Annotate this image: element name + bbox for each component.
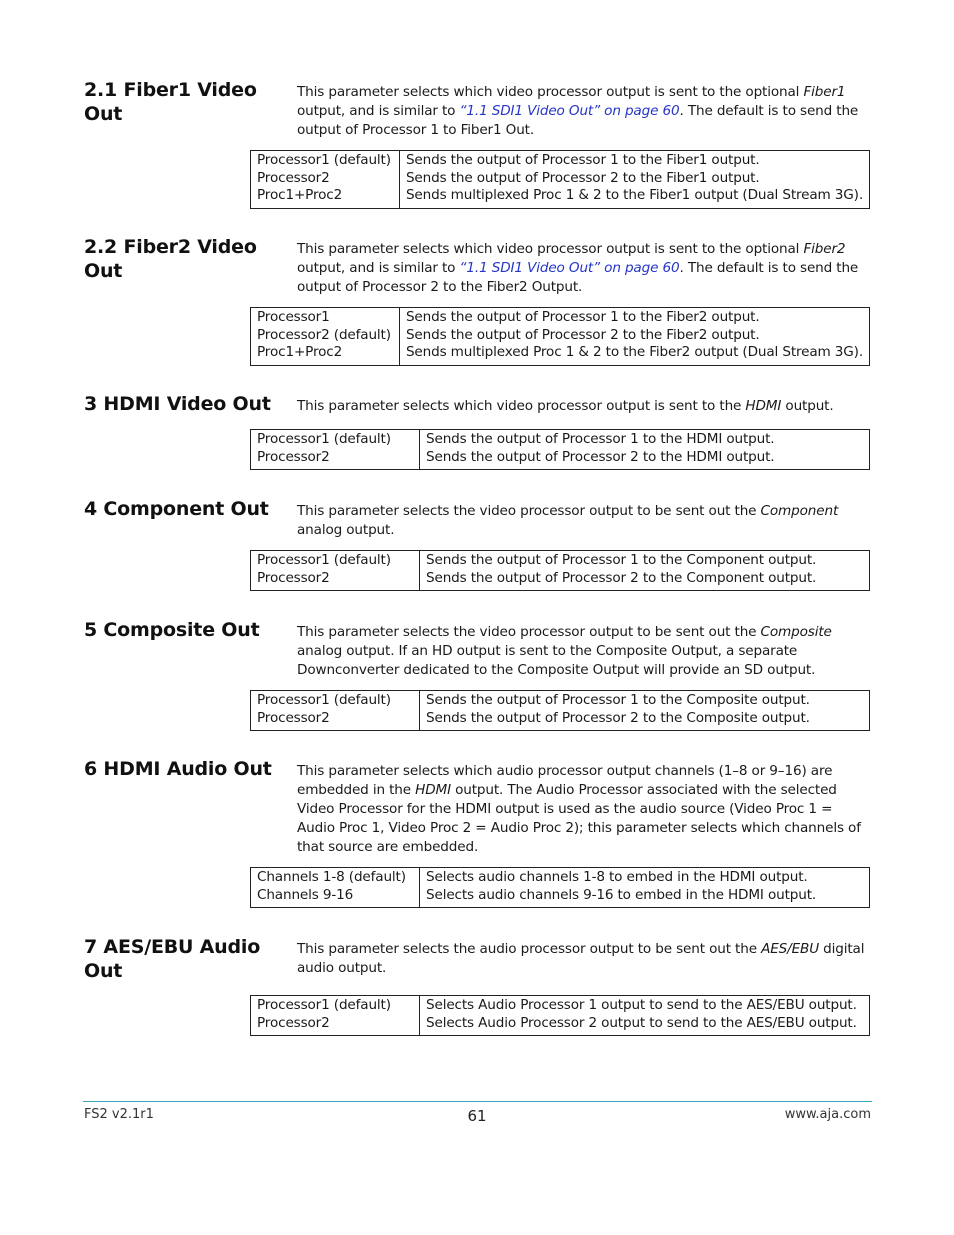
option-description: Sends the output of Processor 1 to the Component output. bbox=[426, 552, 817, 568]
description-text: output, and is similar to bbox=[297, 103, 460, 119]
section-description bbox=[297, 240, 872, 297]
emphasized-term: Fiber1 bbox=[803, 84, 846, 100]
section-heading: 5 Composite Out bbox=[84, 619, 260, 641]
description-text: digital audio output. bbox=[297, 941, 865, 976]
description-text: analog output. bbox=[297, 522, 395, 538]
option-description: Sends the output of Processor 2 to the Composite output. bbox=[426, 709, 810, 726]
options-table bbox=[250, 995, 870, 1036]
option-description: Sends the output of Processor 1 to the Composite output. bbox=[426, 692, 810, 708]
descriptions-cell bbox=[420, 868, 870, 908]
options-cell bbox=[251, 151, 400, 209]
option-value: Processor2 bbox=[257, 169, 330, 186]
emphasized-term: Composite bbox=[760, 624, 832, 640]
option-value: Channels 9-16 bbox=[257, 886, 354, 903]
options-table bbox=[250, 150, 870, 209]
options-table bbox=[250, 867, 870, 908]
emphasized-term: HDMI bbox=[745, 398, 782, 414]
description-text: This parameter selects which audio processor output channels (1–8 or 9–16) are embedded in the bbox=[297, 763, 833, 798]
option-description: Selects audio channels 1-8 to embed in the HDMI output. bbox=[426, 869, 808, 885]
description-text: . The default is to send the output of Processor 1 to Fiber1 Out. bbox=[297, 103, 859, 138]
section-description bbox=[297, 397, 872, 416]
footer-website-link[interactable]: www.aja.com bbox=[784, 1107, 871, 1122]
options-cell bbox=[251, 551, 420, 591]
option-description: Sends the output of Processor 2 to the Fiber2 output. bbox=[405, 326, 760, 343]
section-heading: 2.1 Fiber1 Video Out bbox=[84, 79, 257, 125]
footer-doc-version: FS2 v2.1r1 bbox=[84, 1107, 154, 1122]
description-text: output. bbox=[781, 398, 834, 414]
options-table bbox=[250, 550, 870, 591]
option-value: Processor2 bbox=[257, 1014, 330, 1031]
description-text: output, and is similar to bbox=[297, 260, 460, 276]
options-cell bbox=[251, 691, 420, 731]
table-row bbox=[251, 151, 870, 209]
descriptions-cell bbox=[420, 691, 870, 731]
descriptions-cell bbox=[420, 996, 870, 1036]
option-description: Sends the output of Processor 1 to the HDMI output. bbox=[426, 431, 775, 447]
option-description: Sends multiplexed Proc 1 & 2 to the Fiber1 output (Dual Stream 3G). bbox=[405, 187, 863, 203]
option-description: Selects Audio Processor 1 output to send to the AES/EBU output. bbox=[426, 997, 857, 1013]
table-row bbox=[251, 691, 870, 731]
option-description: Selects Audio Processor 2 output to send to the AES/EBU output. bbox=[426, 1014, 857, 1031]
options-table bbox=[250, 307, 870, 366]
section-description bbox=[297, 940, 872, 978]
option-description: Sends multiplexed Proc 1 & 2 to the Fiber2 output (Dual Stream 3G). bbox=[405, 344, 863, 360]
option-description: Sends the output of Processor 2 to the HDMI output. bbox=[426, 448, 775, 465]
section-heading: 3 HDMI Video Out bbox=[84, 393, 271, 415]
options-cell bbox=[251, 868, 420, 908]
table-row bbox=[251, 308, 870, 366]
footer-divider bbox=[83, 1101, 872, 1102]
table-row bbox=[251, 868, 870, 908]
section-heading: 6 HDMI Audio Out bbox=[84, 758, 272, 780]
description-text: This parameter selects which video processor output is sent to the optional bbox=[297, 84, 804, 100]
description-text: analog output. If an HD output is sent to the Composite Output, a separate Downconverter dedicated to the Composite Output will provide an SD output. bbox=[297, 643, 816, 678]
descriptions-cell bbox=[399, 151, 869, 209]
section-heading: 4 Component Out bbox=[84, 498, 269, 520]
option-value: Processor1 (default) bbox=[257, 997, 391, 1013]
description-text: . The default is to send the output of Processor 2 to the Fiber2 Output. bbox=[297, 260, 859, 295]
option-description: Sends the output of Processor 2 to the Fiber1 output. bbox=[405, 169, 760, 186]
emphasized-term: Component bbox=[760, 503, 839, 519]
section-heading: 2.2 Fiber2 Video Out bbox=[84, 236, 257, 282]
emphasized-term: AES/EBU bbox=[761, 941, 819, 957]
option-value: Processor1 (default) bbox=[257, 552, 391, 568]
table-row bbox=[251, 430, 870, 470]
section-description bbox=[297, 502, 872, 540]
options-cell bbox=[251, 996, 420, 1036]
option-value: Processor2 bbox=[257, 448, 330, 465]
table-row bbox=[251, 551, 870, 591]
section-description bbox=[297, 623, 872, 680]
description-text: output. The Audio Processor associated with the selected Video Processor for the HDMI output is used as the audio source (Video Proc 1 = Audio Proc 1, Video Proc 2 = Audio Proc 2); this parameter selects which channels of that source are embedded. bbox=[297, 782, 861, 855]
description-text: This parameter selects the video processor output to be sent out the bbox=[297, 624, 761, 640]
options-cell bbox=[251, 430, 420, 470]
descriptions-cell bbox=[399, 308, 869, 366]
option-value: Processor2 bbox=[257, 709, 330, 726]
emphasized-term: Fiber2 bbox=[803, 241, 846, 257]
cross-reference-link[interactable]: “1.1 SDI1 Video Out” on page 60 bbox=[459, 260, 680, 276]
options-cell bbox=[251, 308, 400, 366]
emphasized-term: HDMI bbox=[415, 782, 451, 798]
option-value: Processor1 (default) bbox=[257, 431, 391, 447]
options-table bbox=[250, 690, 870, 731]
option-value: Processor1 (default) bbox=[257, 692, 391, 708]
option-value: Proc1+Proc2 bbox=[257, 344, 343, 360]
option-value: Processor2 (default) bbox=[257, 326, 391, 343]
option-value: Processor1 bbox=[257, 309, 330, 325]
description-text: This parameter selects the video processor output to be sent out the bbox=[297, 503, 761, 519]
option-value: Channels 1-8 (default) bbox=[257, 869, 406, 885]
option-description: Sends the output of Processor 1 to the Fiber1 output. bbox=[405, 152, 760, 168]
descriptions-cell bbox=[420, 430, 870, 470]
footer-page-number: 61 bbox=[467, 1107, 487, 1125]
description-text: This parameter selects which video processor output is sent to the bbox=[297, 398, 746, 414]
option-description: Selects audio channels 9-16 to embed in the HDMI output. bbox=[426, 886, 817, 903]
option-description: Sends the output of Processor 1 to the Fiber2 output. bbox=[405, 309, 760, 325]
cross-reference-link[interactable]: “1.1 SDI1 Video Out” on page 60 bbox=[459, 103, 680, 119]
section-heading: 7 AES/EBU Audio Out bbox=[84, 936, 261, 982]
option-value: Proc1+Proc2 bbox=[257, 187, 343, 203]
option-value: Processor1 (default) bbox=[257, 152, 391, 168]
section-description bbox=[297, 762, 872, 857]
section-description bbox=[297, 83, 872, 140]
description-text: This parameter selects which video processor output is sent to the optional bbox=[297, 241, 804, 257]
options-table bbox=[250, 429, 870, 470]
option-value: Processor2 bbox=[257, 569, 330, 586]
descriptions-cell bbox=[420, 551, 870, 591]
description-text: This parameter selects the audio processor output to be sent out the bbox=[297, 941, 762, 957]
table-row bbox=[251, 996, 870, 1036]
option-description: Sends the output of Processor 2 to the Component output. bbox=[426, 569, 817, 586]
